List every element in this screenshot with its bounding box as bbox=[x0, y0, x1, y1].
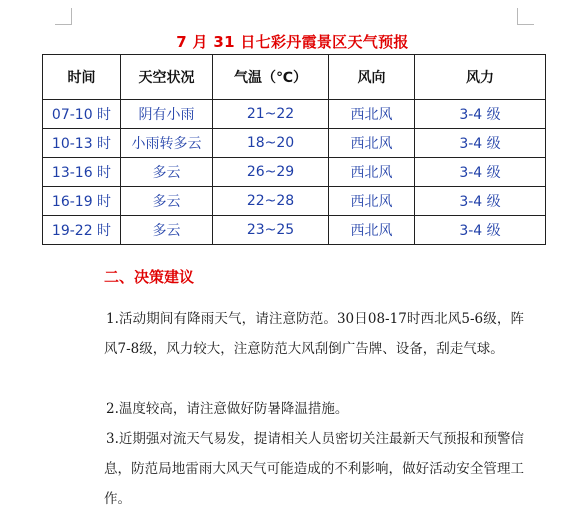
cell-sky-condition: 小雨转多云 bbox=[121, 129, 213, 158]
cell-time: 19-22 时 bbox=[43, 216, 121, 245]
table-row bbox=[43, 187, 546, 216]
advice-paragraph-3: 3.近期强对流天气易发，提请相关人员密切关注最新天气预报和预警信息，防范局地雷雨大风天气可能造成的不利影响，做好活动安全管理工作。 bbox=[104, 431, 524, 507]
cell-temperature: 18~20 bbox=[213, 129, 329, 158]
cell-temperature: 26~29 bbox=[213, 158, 329, 187]
cell-wind-direction: 西北风 bbox=[329, 129, 415, 158]
cell-sky-condition: 多云 bbox=[121, 187, 213, 216]
cell-wind-force: 3-4 级 bbox=[415, 216, 546, 245]
advice-paragraph-2: 2.温度较高，请注意做好防暑降温措施。 bbox=[106, 401, 349, 417]
cell-temperature: 22~28 bbox=[213, 187, 329, 216]
cell-wind-direction: 西北风 bbox=[329, 216, 415, 245]
page-corner-mark-left bbox=[55, 8, 72, 25]
header-wind-force: 风力 bbox=[415, 55, 546, 100]
header-sky-condition: 天空状况 bbox=[121, 55, 213, 100]
table-row bbox=[43, 100, 546, 129]
forecast-table bbox=[42, 54, 546, 245]
cell-sky-condition: 多云 bbox=[121, 216, 213, 245]
cell-time: 13-16 时 bbox=[43, 158, 121, 187]
table-row bbox=[43, 216, 546, 245]
cell-wind-direction: 西北风 bbox=[329, 158, 415, 187]
cell-wind-force: 3-4 级 bbox=[415, 158, 546, 187]
table-row bbox=[43, 129, 546, 158]
cell-wind-force: 3-4 级 bbox=[415, 187, 546, 216]
cell-wind-force: 3-4 级 bbox=[415, 100, 546, 129]
cell-time: 10-13 时 bbox=[43, 129, 121, 158]
table-row bbox=[43, 158, 546, 187]
cell-wind-direction: 西北风 bbox=[329, 187, 415, 216]
header-wind-direction: 风向 bbox=[329, 55, 415, 100]
advice-paragraph-1: 1.活动期间有降雨天气，请注意防范。30日08-17时西北风5-6级，阵风7-8级，风力较大，注意防范大风刮倒广告牌、设备，刮走气球。 bbox=[104, 311, 524, 357]
cell-wind-direction: 西北风 bbox=[329, 100, 415, 129]
table-header-row bbox=[43, 55, 546, 100]
header-time: 时间 bbox=[43, 55, 121, 100]
cell-sky-condition: 阴有小雨 bbox=[121, 100, 213, 129]
cell-sky-condition: 多云 bbox=[121, 158, 213, 187]
cell-time: 07-10 时 bbox=[43, 100, 121, 129]
page-corner-mark-right bbox=[517, 8, 534, 25]
header-temperature: 气温（℃） bbox=[213, 55, 329, 100]
cell-temperature: 21~22 bbox=[213, 100, 329, 129]
section-heading: 二、决策建议 bbox=[104, 268, 195, 286]
cell-temperature: 23~25 bbox=[213, 216, 329, 245]
cell-wind-force: 3-4 级 bbox=[415, 129, 546, 158]
cell-time: 16-19 时 bbox=[43, 187, 121, 216]
forecast-title: 7 月 31 日七彩丹霞景区天气预报 bbox=[176, 33, 409, 51]
